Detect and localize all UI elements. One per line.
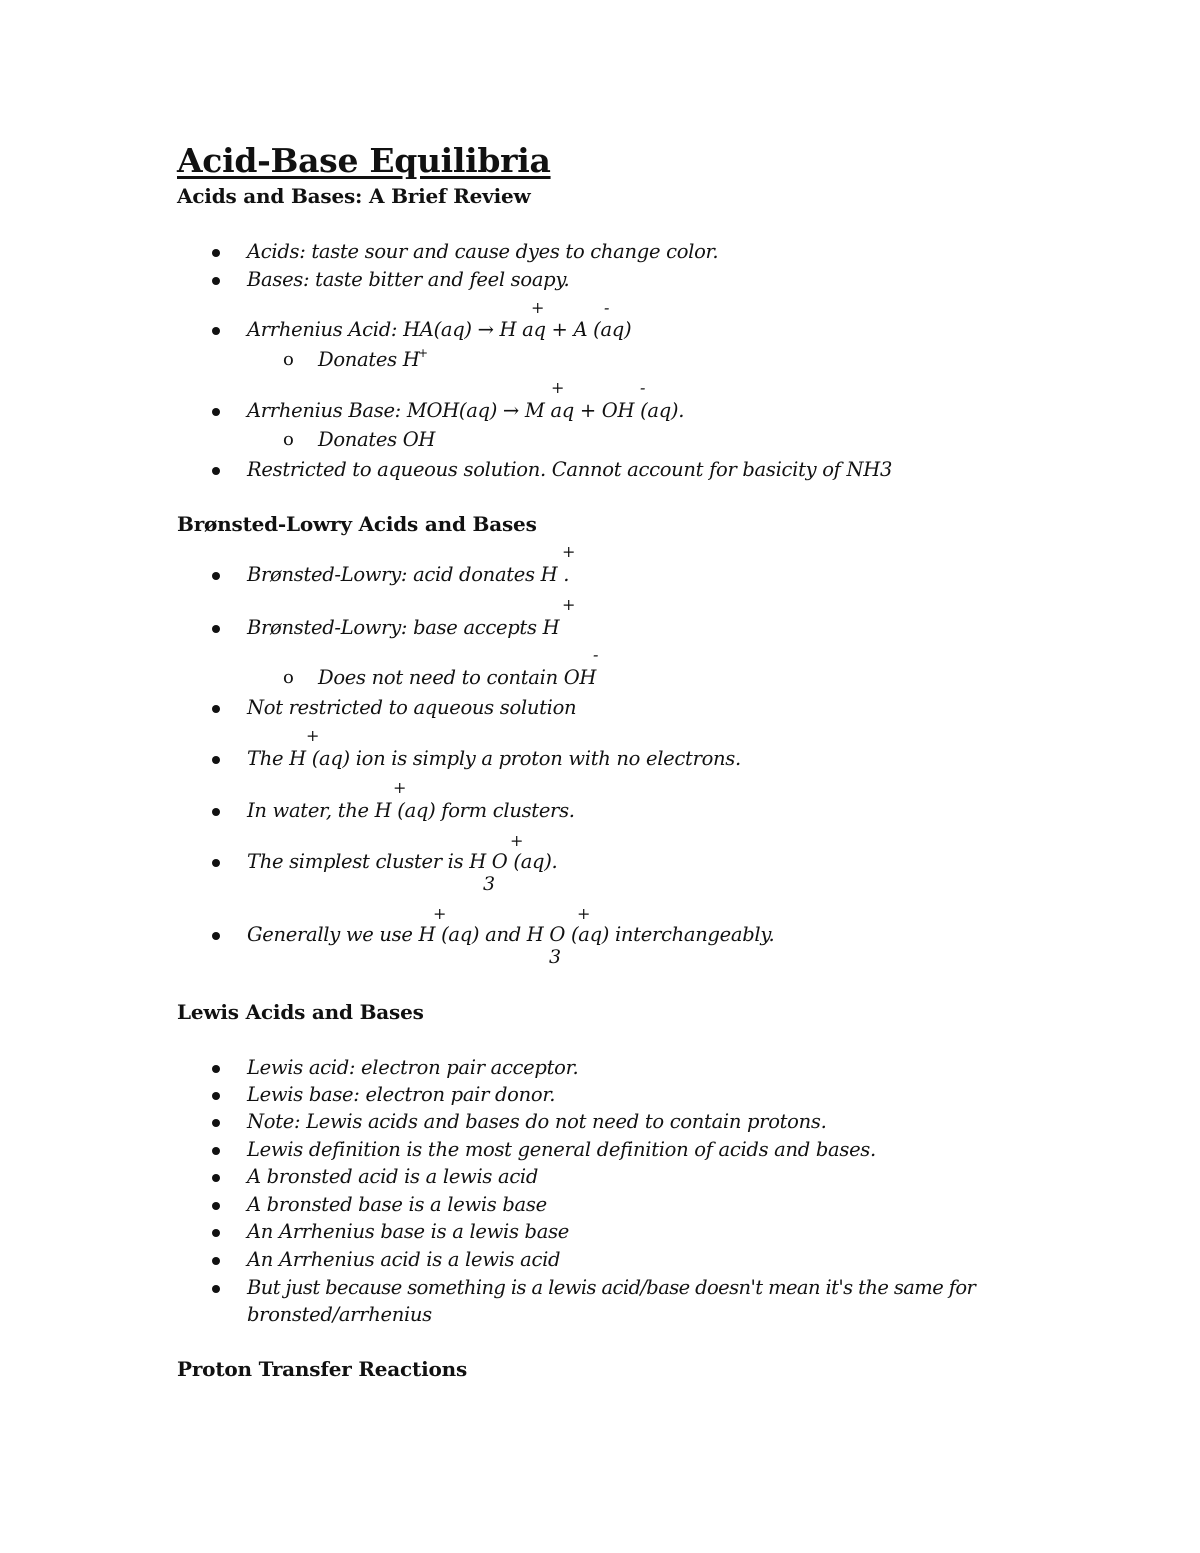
- superscript-plus: +: [577, 904, 591, 923]
- list-item: Acids: taste sour and cause dyes to change color.: [247, 240, 719, 263]
- list-item: A bronsted acid is a lewis acid: [247, 1165, 539, 1188]
- list-item-continuation: bronsted/arrhenius: [247, 1303, 432, 1326]
- subscript-three: 3: [483, 873, 496, 895]
- sub-list-item: Donates OH: [318, 428, 436, 451]
- bullet: [212, 1174, 220, 1182]
- list-item: Bases: taste bitter and feel soapy.: [247, 268, 570, 291]
- list-item: An Arrhenius base is a lewis base: [247, 1220, 570, 1243]
- list-item: Brønsted-Lowry: acid donates H .: [247, 563, 570, 586]
- bullet: [212, 859, 220, 867]
- list-item: An Arrhenius acid is a lewis acid: [247, 1248, 561, 1271]
- superscript-minus: -: [604, 298, 610, 317]
- list-item: The simplest cluster is H O (aq).: [247, 850, 558, 873]
- bullet: [212, 408, 220, 416]
- list-item: Brønsted-Lowry: base accepts H: [247, 616, 560, 639]
- superscript-plus: +: [551, 378, 565, 397]
- superscript-plus: +: [418, 346, 429, 360]
- subscript-three: 3: [549, 946, 562, 968]
- superscript-minus: -: [593, 645, 599, 664]
- sub-list-item: Does not need to contain OH: [318, 666, 597, 689]
- bullet: [212, 1257, 220, 1265]
- superscript-plus: +: [531, 298, 545, 317]
- list-item: The H (aq) ion is simply a proton with no electrons.: [247, 747, 741, 770]
- superscript-plus: +: [562, 542, 576, 561]
- bullet: [212, 1065, 220, 1073]
- sub-bullet: o: [283, 429, 294, 450]
- section-heading-review: Acids and Bases: A Brief Review: [177, 184, 531, 208]
- superscript-plus: +: [510, 831, 524, 850]
- bullet: [212, 277, 220, 285]
- sub-bullet: o: [283, 349, 294, 370]
- list-item: In water, the H (aq) form clusters.: [247, 799, 575, 822]
- section-heading-bronsted: Brønsted-Lowry Acids and Bases: [177, 512, 537, 536]
- bullet: [212, 1147, 220, 1155]
- list-item: Note: Lewis acids and bases do not need to contain protons.: [247, 1110, 827, 1133]
- bullet: [212, 808, 220, 816]
- list-item: Restricted to aqueous solution. Cannot account for basicity of NH3: [247, 458, 893, 481]
- list-item: Not restricted to aqueous solution: [247, 696, 577, 719]
- bullet: [212, 756, 220, 764]
- list-item: Arrhenius Base: MOH(aq) → M aq + OH (aq).: [247, 399, 685, 422]
- sub-bullet: o: [283, 667, 294, 688]
- list-item: Generally we use H (aq) and H O (aq) interchangeably.: [247, 923, 775, 946]
- bullet: [212, 1119, 220, 1127]
- superscript-minus: -: [640, 378, 646, 397]
- superscript-plus: +: [393, 778, 407, 797]
- section-heading-lewis: Lewis Acids and Bases: [177, 1000, 424, 1024]
- list-item: A bronsted base is a lewis base: [247, 1193, 547, 1216]
- bullet: [212, 705, 220, 713]
- bullet: [212, 572, 220, 580]
- bullet: [212, 625, 220, 633]
- bullet: [212, 1202, 220, 1210]
- bullet: [212, 249, 220, 257]
- list-item: Lewis acid: electron pair acceptor.: [247, 1056, 579, 1079]
- list-item: Arrhenius Acid: HA(aq) → H aq + A (aq): [247, 318, 632, 341]
- list-item: Lewis definition is the most general definition of acids and bases.: [247, 1138, 876, 1161]
- section-heading-proton: Proton Transfer Reactions: [177, 1357, 468, 1381]
- bullet: [212, 467, 220, 475]
- bullet: [212, 1285, 220, 1293]
- page-title: Acid-Base Equilibria: [177, 141, 551, 180]
- list-item: Lewis base: electron pair donor.: [247, 1083, 556, 1106]
- bullet: [212, 1229, 220, 1237]
- superscript-plus: +: [433, 904, 447, 923]
- sub-list-item: Donates H: [318, 348, 420, 371]
- bullet: [212, 1092, 220, 1100]
- bullet: [212, 932, 220, 940]
- superscript-plus: +: [306, 726, 320, 745]
- list-item: But just because something is a lewis acid/base doesn't mean it's the same for: [247, 1276, 976, 1299]
- bullet: [212, 327, 220, 335]
- superscript-plus: +: [562, 595, 576, 614]
